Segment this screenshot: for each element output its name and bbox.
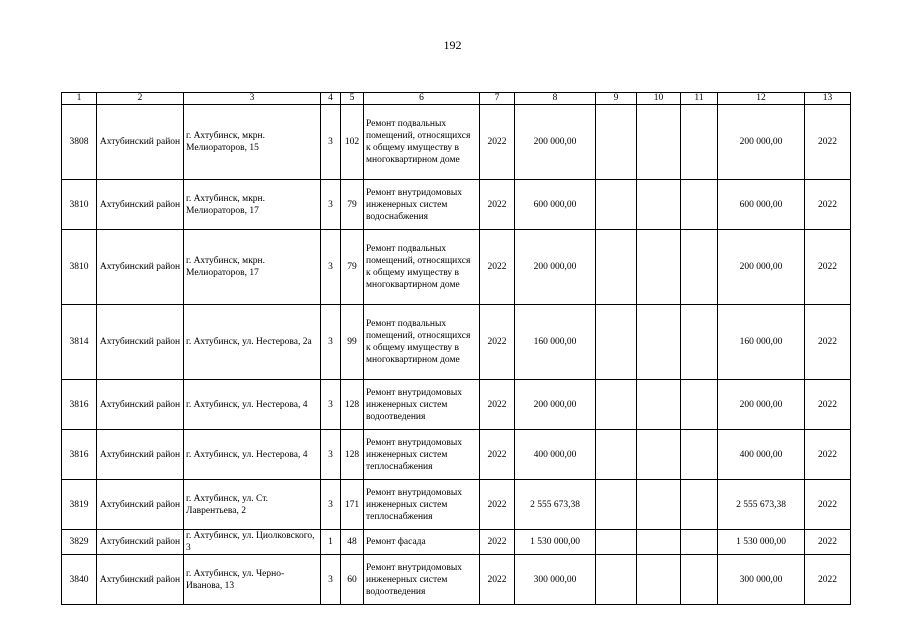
cell-col4: 3 (321, 230, 341, 305)
cell-col11 (681, 105, 718, 180)
cell-col9 (596, 305, 637, 380)
cell-col10 (637, 230, 681, 305)
cell-amount: 200 000,00 (515, 105, 596, 180)
cell-col13: 2022 (805, 555, 851, 605)
cell-work: Ремонт фасада (364, 530, 480, 555)
cell-id: 3810 (62, 180, 97, 230)
cell-col9 (596, 480, 637, 530)
cell-district: Ахтубинский район (97, 180, 184, 230)
cell-col13: 2022 (805, 105, 851, 180)
table-row (62, 480, 851, 530)
cell-col12: 200 000,00 (718, 230, 805, 305)
header-cell: 11 (681, 93, 718, 105)
cell-address: г. Ахтубинск, ул. Нестерова, 4 (184, 380, 321, 430)
table-row (62, 530, 851, 555)
table-row (62, 380, 851, 430)
cell-col10 (637, 530, 681, 555)
cell-id: 3819 (62, 480, 97, 530)
cell-col11 (681, 480, 718, 530)
cell-district: Ахтубинский район (97, 530, 184, 555)
cell-district: Ахтубинский район (97, 230, 184, 305)
cell-col12: 1 530 000,00 (718, 530, 805, 555)
cell-year: 2022 (480, 480, 515, 530)
cell-col9 (596, 380, 637, 430)
cell-col13: 2022 (805, 180, 851, 230)
header-cell: 12 (718, 93, 805, 105)
cell-col5: 79 (341, 230, 364, 305)
table-row (62, 430, 851, 480)
cell-col11 (681, 180, 718, 230)
cell-col4: 3 (321, 430, 341, 480)
cell-col11 (681, 305, 718, 380)
cell-col12: 200 000,00 (718, 380, 805, 430)
table-row (62, 305, 851, 380)
cell-col4: 3 (321, 480, 341, 530)
cell-col13: 2022 (805, 230, 851, 305)
header-cell: 13 (805, 93, 851, 105)
cell-id: 3829 (62, 530, 97, 555)
header-cell: 8 (515, 93, 596, 105)
cell-id: 3808 (62, 105, 97, 180)
cell-year: 2022 (480, 180, 515, 230)
cell-col11 (681, 430, 718, 480)
cell-col12: 160 000,00 (718, 305, 805, 380)
header-row (62, 93, 851, 105)
cell-address: г. Ахтубинск, ул. Нестерова, 2а (184, 305, 321, 380)
cell-col5: 79 (341, 180, 364, 230)
cell-col13: 2022 (805, 480, 851, 530)
cell-col11 (681, 530, 718, 555)
cell-col9 (596, 230, 637, 305)
cell-col5: 128 (341, 430, 364, 480)
cell-year: 2022 (480, 105, 515, 180)
header-cell: 7 (480, 93, 515, 105)
cell-col11 (681, 380, 718, 430)
cell-col10 (637, 480, 681, 530)
cell-district: Ахтубинский район (97, 480, 184, 530)
cell-col12: 300 000,00 (718, 555, 805, 605)
cell-col11 (681, 555, 718, 605)
table-row (62, 105, 851, 180)
cell-year: 2022 (480, 530, 515, 555)
cell-id: 3840 (62, 555, 97, 605)
cell-work: Ремонт подвальных помещений, относящихся к общему имуществу в многоквартирном доме (364, 230, 480, 305)
cell-address: г. Ахтубинск, мкрн. Мелиораторов, 15 (184, 105, 321, 180)
cell-address: г. Ахтубинск, ул. Нестерова, 4 (184, 430, 321, 480)
cell-col5: 48 (341, 530, 364, 555)
cell-address: г. Ахтубинск, мкрн. Мелиораторов, 17 (184, 180, 321, 230)
cell-district: Ахтубинский район (97, 380, 184, 430)
cell-col13: 2022 (805, 430, 851, 480)
table-row (62, 180, 851, 230)
cell-work: Ремонт внутридомовых инженерных систем теплоснабжения (364, 430, 480, 480)
cell-col10 (637, 380, 681, 430)
cell-amount: 1 530 000,00 (515, 530, 596, 555)
header-cell: 4 (321, 93, 341, 105)
cell-col11 (681, 230, 718, 305)
header-cell: 1 (62, 93, 97, 105)
cell-amount: 160 000,00 (515, 305, 596, 380)
cell-col4: 3 (321, 555, 341, 605)
cell-work: Ремонт подвальных помещений, относящихся к общему имуществу в многоквартирном доме (364, 305, 480, 380)
cell-amount: 600 000,00 (515, 180, 596, 230)
cell-col10 (637, 555, 681, 605)
table-row (62, 230, 851, 305)
cell-col4: 3 (321, 380, 341, 430)
cell-col9 (596, 530, 637, 555)
cell-id: 3814 (62, 305, 97, 380)
cell-work: Ремонт подвальных помещений, относящихся к общему имуществу в многоквартирном доме (364, 105, 480, 180)
header-cell: 5 (341, 93, 364, 105)
cell-col9 (596, 555, 637, 605)
cell-address: г. Ахтубинск, ул. Черно-Иванова, 13 (184, 555, 321, 605)
cell-year: 2022 (480, 430, 515, 480)
cell-col5: 128 (341, 380, 364, 430)
cell-work: Ремонт внутридомовых инженерных систем водоотведения (364, 380, 480, 430)
cell-year: 2022 (480, 230, 515, 305)
cell-col9 (596, 430, 637, 480)
cell-col10 (637, 105, 681, 180)
cell-address: г. Ахтубинск, мкрн. Мелиораторов, 17 (184, 230, 321, 305)
header-cell: 10 (637, 93, 681, 105)
cell-amount: 2 555 673,38 (515, 480, 596, 530)
cell-district: Ахтубинский район (97, 555, 184, 605)
cell-col5: 99 (341, 305, 364, 380)
cell-col12: 400 000,00 (718, 430, 805, 480)
header-cell: 2 (97, 93, 184, 105)
cell-amount: 200 000,00 (515, 230, 596, 305)
cell-address: г. Ахтубинск, ул. Циолковского, 3 (184, 530, 321, 555)
cell-id: 3810 (62, 230, 97, 305)
cell-amount: 300 000,00 (515, 555, 596, 605)
cell-col5: 102 (341, 105, 364, 180)
cell-col13: 2022 (805, 530, 851, 555)
repair-register-table (61, 92, 851, 605)
cell-work: Ремонт внутридомовых инженерных систем водоснабжения (364, 180, 480, 230)
cell-col12: 600 000,00 (718, 180, 805, 230)
cell-year: 2022 (480, 380, 515, 430)
header-cell: 6 (364, 93, 480, 105)
cell-address: г. Ахтубинск, ул. Ст. Лаврентьева, 2 (184, 480, 321, 530)
cell-year: 2022 (480, 305, 515, 380)
cell-work: Ремонт внутридомовых инженерных систем водоотведения (364, 555, 480, 605)
cell-col13: 2022 (805, 380, 851, 430)
header-cell: 9 (596, 93, 637, 105)
cell-col10 (637, 180, 681, 230)
cell-col9 (596, 180, 637, 230)
cell-district: Ахтубинский район (97, 430, 184, 480)
cell-id: 3816 (62, 380, 97, 430)
cell-district: Ахтубинский район (97, 305, 184, 380)
cell-col5: 60 (341, 555, 364, 605)
cell-year: 2022 (480, 555, 515, 605)
page-number: 192 (443, 38, 462, 52)
header-cell: 3 (184, 93, 321, 105)
cell-col9 (596, 105, 637, 180)
cell-amount: 200 000,00 (515, 380, 596, 430)
cell-district: Ахтубинский район (97, 105, 184, 180)
cell-col13: 2022 (805, 305, 851, 380)
cell-col4: 3 (321, 180, 341, 230)
cell-work: Ремонт внутридомовых инженерных систем теплоснабжения (364, 480, 480, 530)
cell-col12: 2 555 673,38 (718, 480, 805, 530)
cell-amount: 400 000,00 (515, 430, 596, 480)
cell-col4: 1 (321, 530, 341, 555)
cell-id: 3816 (62, 430, 97, 480)
cell-col12: 200 000,00 (718, 105, 805, 180)
cell-col10 (637, 305, 681, 380)
table-row (62, 555, 851, 605)
cell-col4: 3 (321, 305, 341, 380)
cell-col10 (637, 430, 681, 480)
cell-col4: 3 (321, 105, 341, 180)
cell-col5: 171 (341, 480, 364, 530)
